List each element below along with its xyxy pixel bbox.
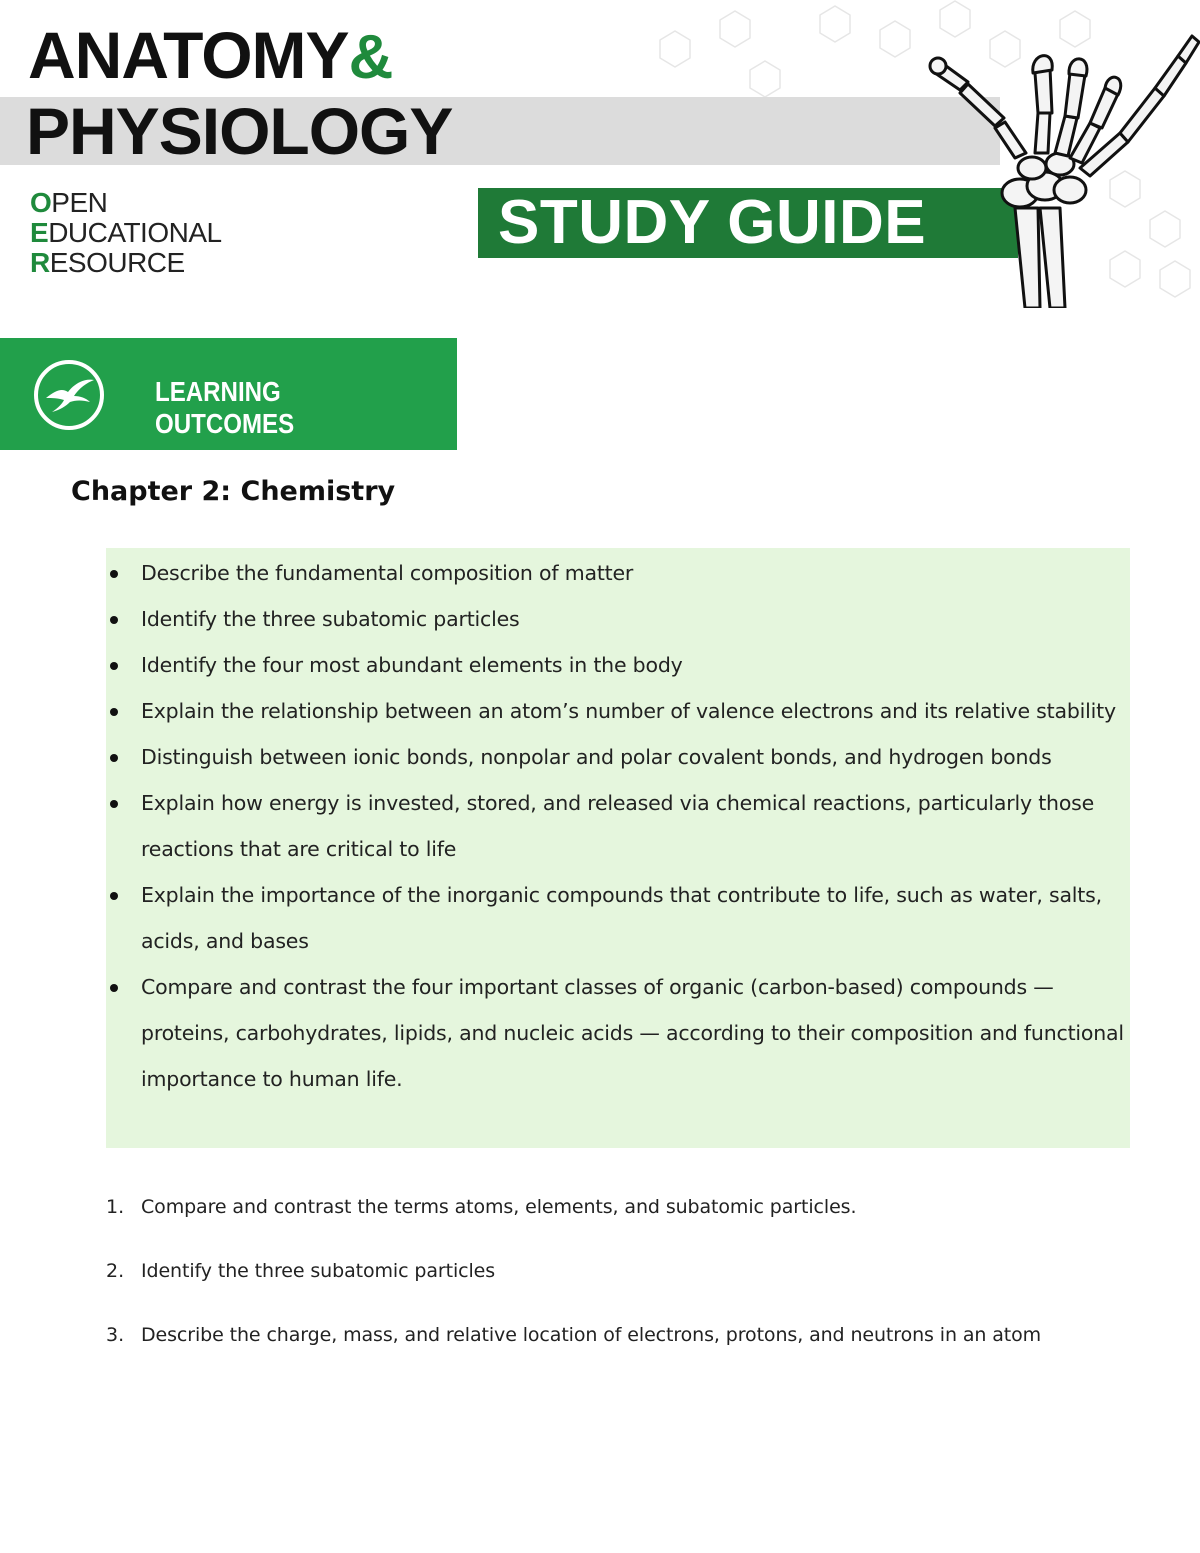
outcome-item: Explain the relationship between an atom’s number of valence electrons and its relative stability (106, 688, 1126, 734)
question-number: 3. (106, 1324, 125, 1346)
title-physiology: PHYSIOLOGY (26, 94, 453, 168)
question-item (106, 1260, 1166, 1324)
oer-label (30, 188, 222, 278)
bullet-icon (110, 984, 118, 992)
question-text: Compare and contrast the terms atoms, elements, and subatomic particles. (141, 1196, 857, 1218)
outcome-item: Explain the importance of the inorganic compounds that contribute to life, such as water, salts, acids, and bases (106, 872, 1126, 964)
title-ampersand: & (348, 23, 393, 92)
outcome-item: Compare and contrast the four important classes of organic (carbon-based) compounds — proteins, carbohydrates, lipids, and nucleic acids — according to their composition and functional importance to human life. (106, 964, 1126, 1102)
question-item (106, 1196, 1166, 1260)
bullet-icon (110, 616, 118, 624)
title-anatomy: ANATOMY& (28, 18, 393, 92)
outcome-item: Identify the three subatomic particles (106, 596, 1126, 642)
outcome-item: Distinguish between ionic bonds, nonpolar and polar covalent bonds, and hydrogen bonds (106, 734, 1126, 780)
bullet-icon (110, 800, 118, 808)
skeleton-hand-icon (920, 18, 1200, 308)
bullet-icon (110, 754, 118, 762)
outcome-item: Identify the four most abundant elements in the body (106, 642, 1126, 688)
oer-line-educational: EDUCATIONAL (30, 217, 222, 248)
outcomes-box (106, 548, 1130, 1148)
bird-circle-icon (32, 358, 106, 432)
bullet-icon (110, 892, 118, 900)
bullet-icon (110, 570, 118, 578)
outcomes-list (106, 550, 1126, 1102)
outcome-item: Explain how energy is invested, stored, and released via chemical reactions, particularly those reactions that are critical to life (106, 780, 1126, 872)
question-text: Identify the three subatomic particles (141, 1260, 496, 1282)
bullet-icon (110, 662, 118, 670)
outcome-item: Describe the fundamental composition of matter (106, 550, 1126, 596)
question-text: Describe the charge, mass, and relative location of electrons, protons, and neutrons in an atom (141, 1324, 1042, 1346)
question-item (106, 1324, 1166, 1388)
chapter-title: Chapter 2: Chemistry (71, 476, 396, 507)
oer-line-open: OPEN (30, 187, 108, 218)
questions-list (106, 1196, 1166, 1388)
learning-outcomes-label: LEARNING OUTCOMES (155, 376, 295, 439)
question-number: 1. (106, 1196, 125, 1218)
oer-line-resource: RESOURCE (30, 247, 185, 278)
question-number: 2. (106, 1260, 125, 1282)
bullet-icon (110, 708, 118, 716)
learning-outcomes-banner (0, 338, 457, 450)
study-guide-text: STUDY GUIDE (498, 188, 927, 257)
